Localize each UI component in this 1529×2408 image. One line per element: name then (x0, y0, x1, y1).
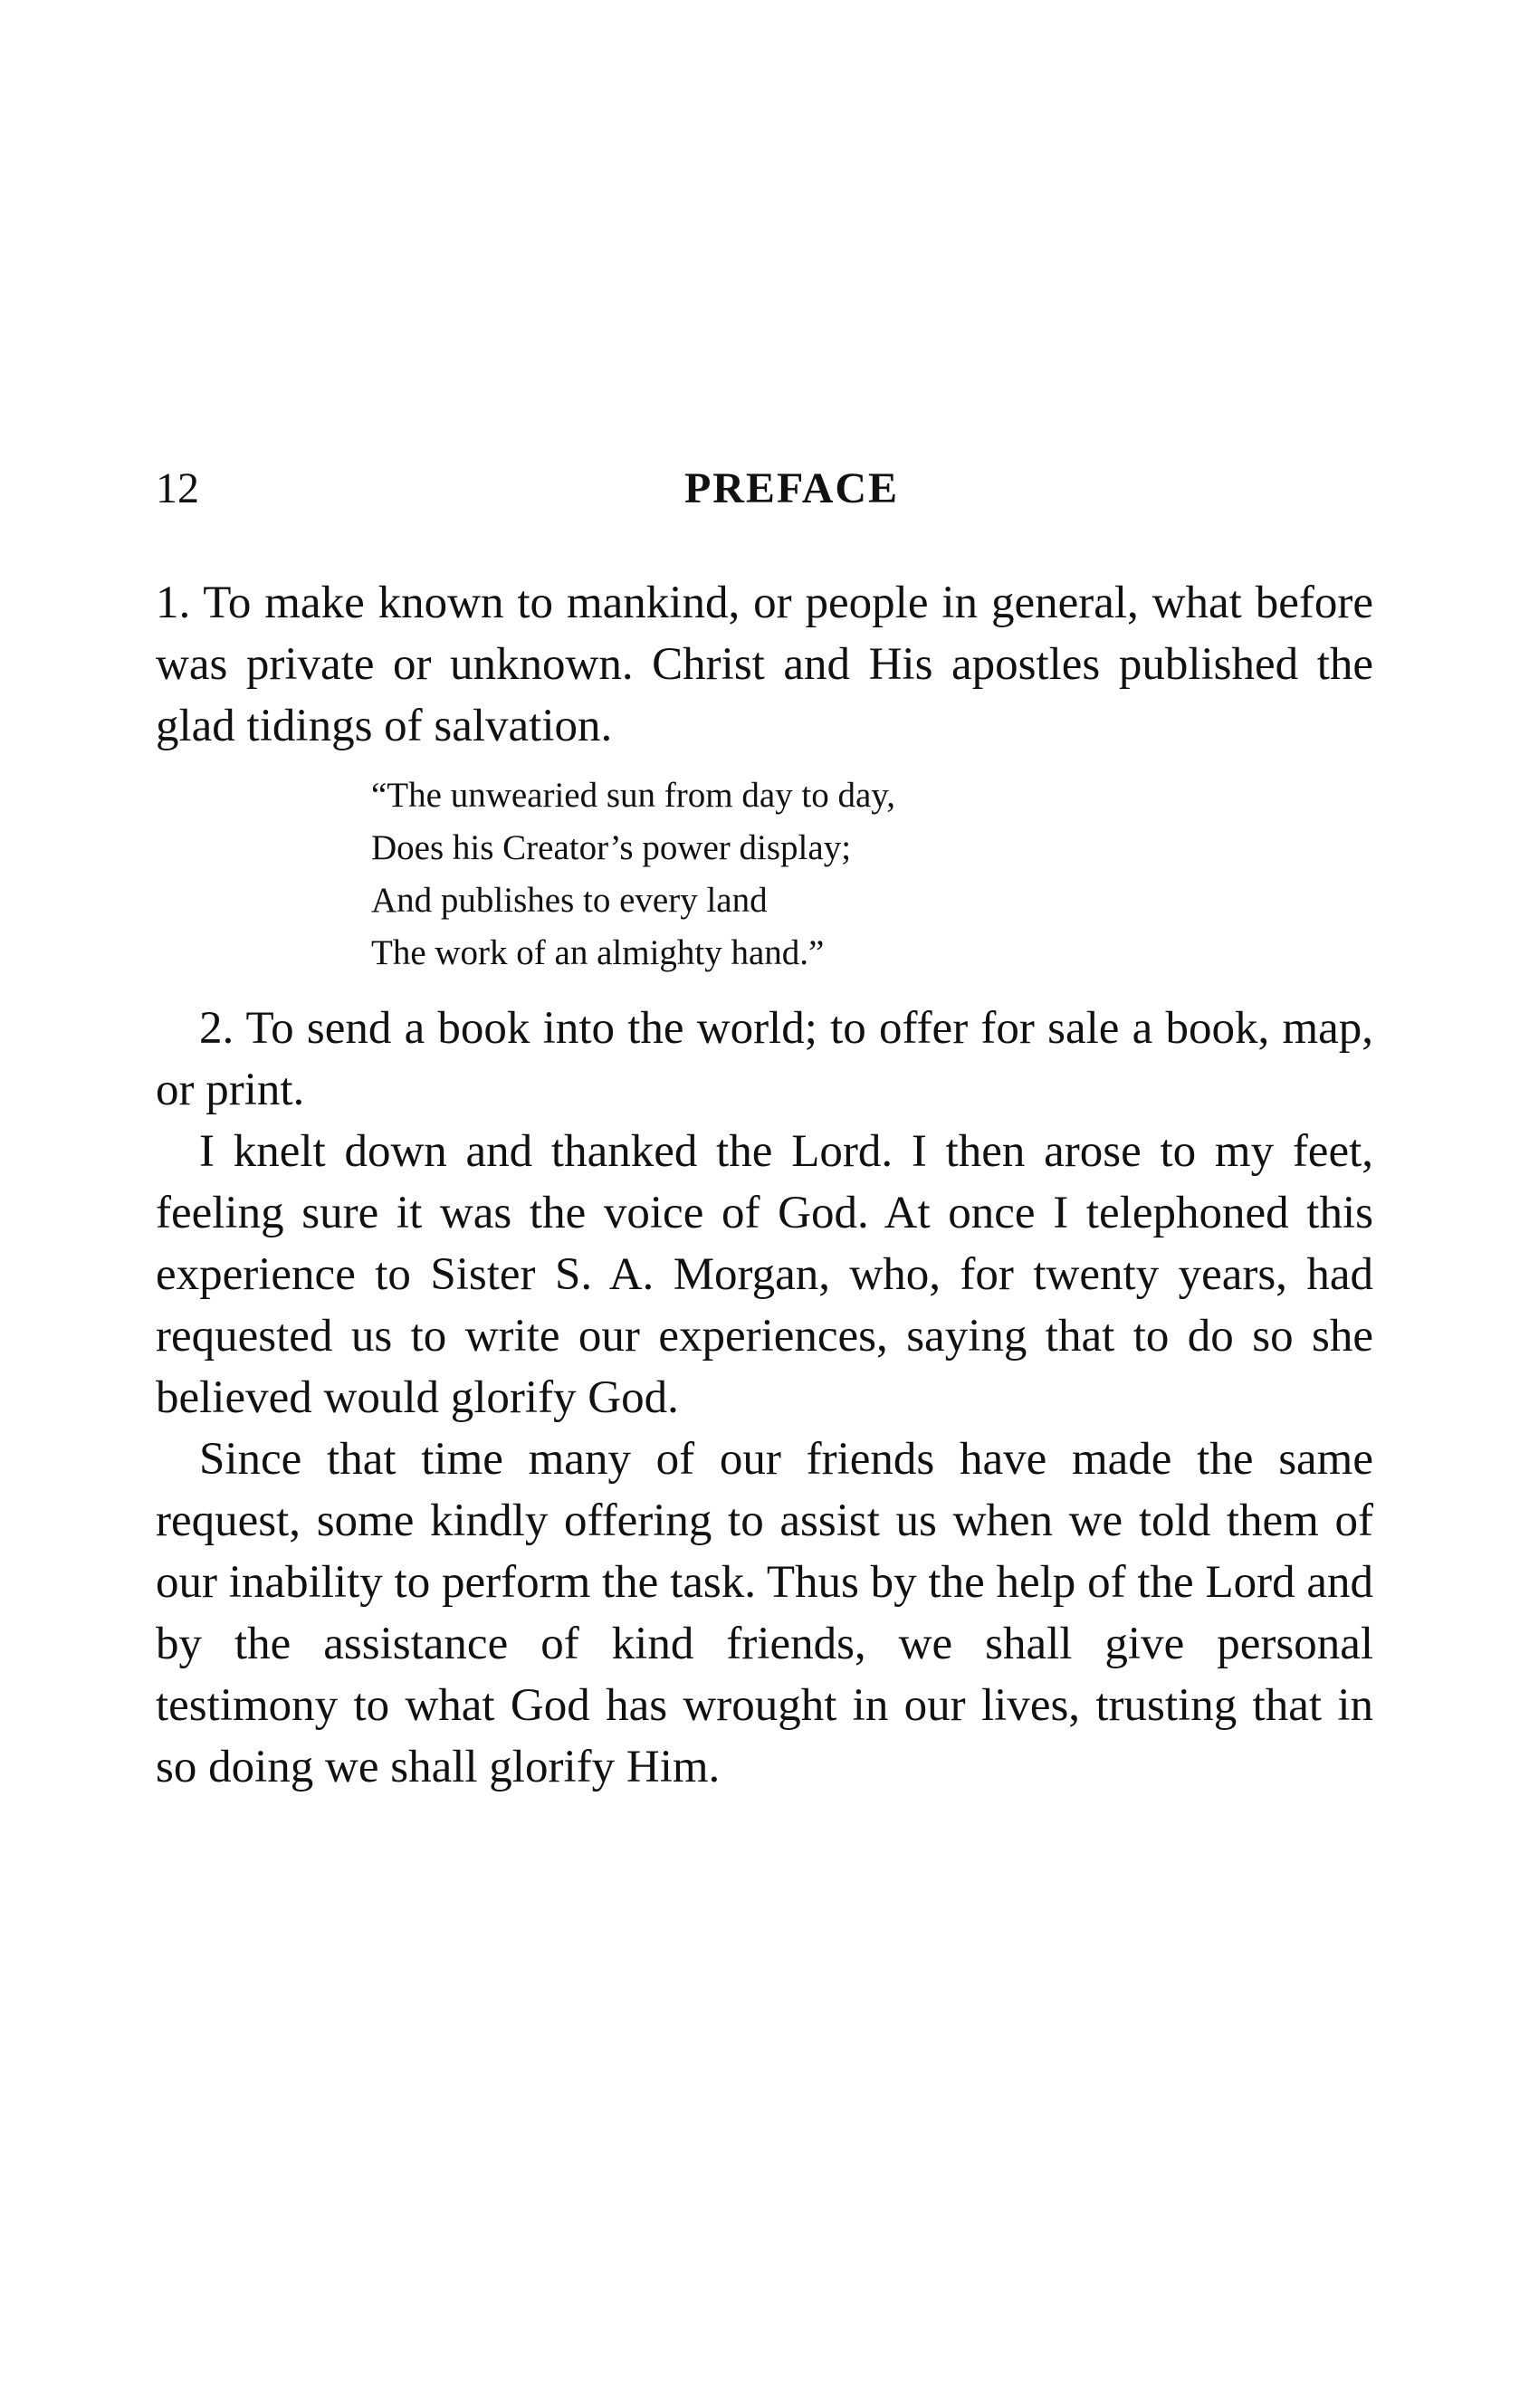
poem-quote (371, 769, 1373, 979)
book-page (156, 453, 1373, 1798)
body-paragraph: Since that time many of our friends have made the same request, some kindly offering to assist us when we told them of our inability to perform the task. Thus by the help of the Lord and by the assistance of kind friends, we shall give personal testimony to what God has wrought in our lives, trusting that in so doing we shall glorify Him. (156, 1434, 1373, 1792)
running-head (156, 453, 1373, 525)
definition-2: 2. To send a book into the world; to offer for sale a book, map, or print. (156, 1003, 1373, 1115)
poem-line: Does his Creator’s power display; (371, 828, 852, 867)
page-body (156, 572, 1373, 1798)
body-paragraph: I knelt down and thanked the Lord. I then arose to my feet, feeling sure it was the voice of God. At once I telephoned this experience to Sister S. A. Morgan, who, for twenty years, had requested us to write our experiences, saying that to do so she believed would glorify God. (156, 1126, 1373, 1423)
poem-line: The work of an almighty hand.” (371, 933, 825, 972)
definition-1: 1. To make known to mankind, or people in general, what before was private or unknown. Christ and His apostles published the glad tidings of salvation. (156, 578, 1373, 751)
page-number: 12 (156, 464, 199, 512)
poem-line: And publishes to every land (371, 881, 768, 920)
poem-line: “The unwearied sun from day to day, (371, 776, 896, 815)
page-title: PREFACE (683, 464, 900, 512)
